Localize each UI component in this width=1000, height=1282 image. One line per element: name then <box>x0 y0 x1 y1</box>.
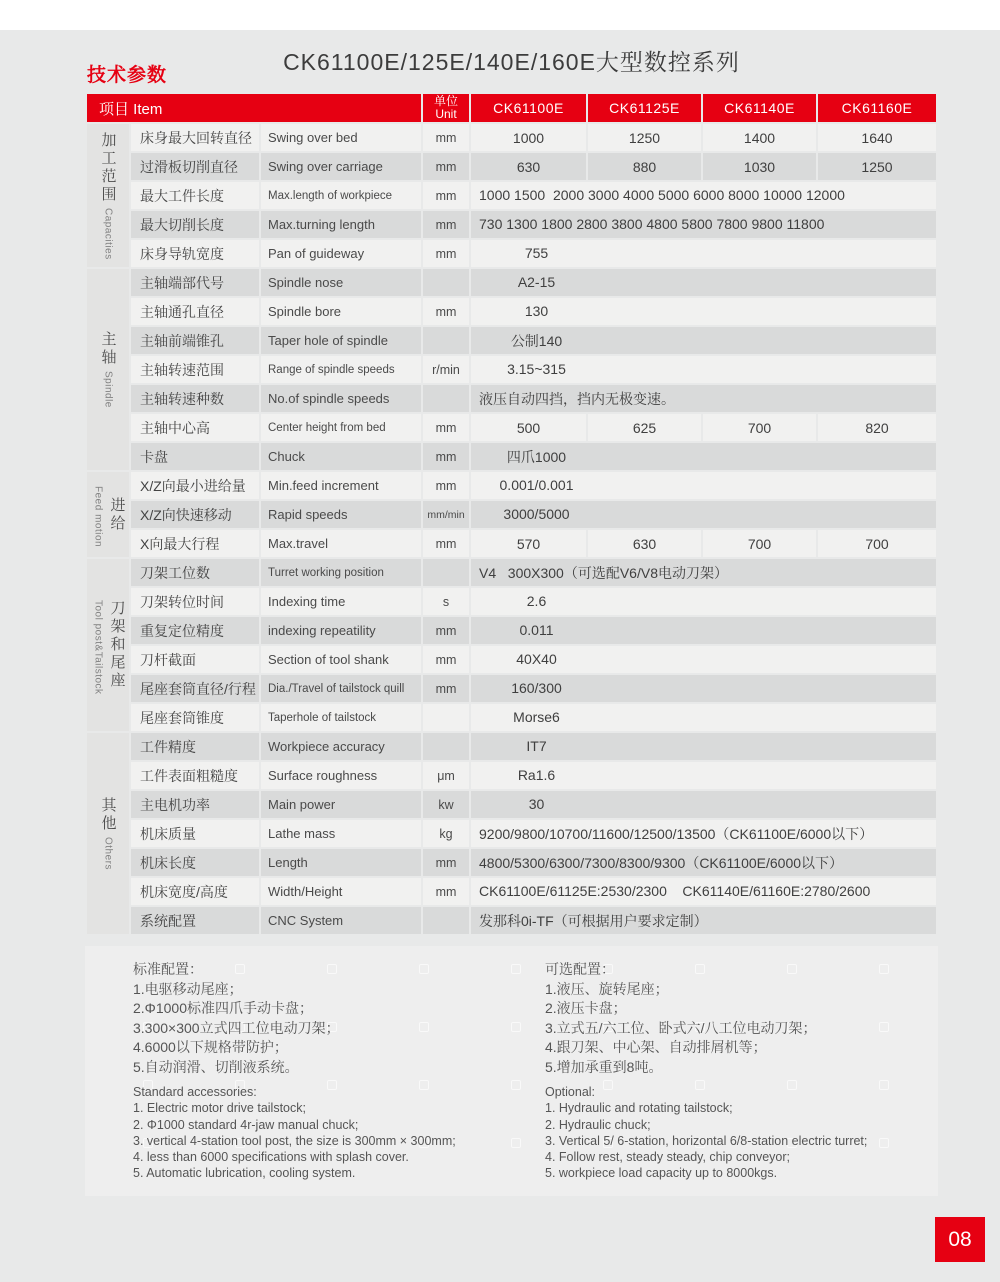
unit-cell: mm <box>423 646 469 673</box>
spec-row <box>87 356 936 383</box>
category-label-en: Spindle <box>102 371 114 408</box>
spec-row <box>87 327 936 354</box>
item-name-zh: 床身导轨宽度 <box>131 240 259 267</box>
spec-row <box>87 675 936 702</box>
unit-cell: mm <box>423 153 469 180</box>
config-list-item: 3. vertical 4-station tool post, the size is 300mm × 300mm; <box>133 1133 456 1148</box>
spec-row <box>87 704 936 731</box>
item-name-en: Taperhole of tailstock <box>261 704 421 731</box>
value-cell: 1640 <box>818 124 936 151</box>
category-label-zh: 加工范围 <box>99 131 117 204</box>
header-model-ck61140e: CK61140E <box>703 94 816 122</box>
spec-row <box>87 762 936 789</box>
value-cell: 1250 <box>818 153 936 180</box>
spec-row <box>87 849 936 876</box>
item-name-zh: 主轴转速范围 <box>131 356 259 383</box>
item-name-zh: 刀杆截面 <box>131 646 259 673</box>
item-name-zh: 工件表面粗糙度 <box>131 762 259 789</box>
item-name-en: Chuck <box>261 443 421 470</box>
item-name-en: Section of tool shank <box>261 646 421 673</box>
spec-row <box>87 182 936 209</box>
optional-config-list-en <box>545 1100 938 1181</box>
value-text: 130 <box>524 302 549 319</box>
value-text: Ra1.6 <box>517 766 556 783</box>
item-name-zh: 重复定位精度 <box>131 617 259 644</box>
spec-row <box>87 385 936 412</box>
item-name-en: Max.length of workpiece <box>261 182 421 209</box>
config-list-item: 4. less than 6000 specifications with splash cover. <box>133 1150 409 1165</box>
config-list-item: 4. Follow rest, steady steady, chip conveyor; <box>545 1150 791 1165</box>
value-text: 发那科0i-TF（可根据用户要求定制） <box>479 912 708 929</box>
value-cell <box>471 501 936 528</box>
value-cell <box>471 907 936 934</box>
category-label-en: Others <box>102 836 114 870</box>
value-text: 3000/5000 <box>503 505 570 522</box>
unit-cell <box>423 907 469 934</box>
spec-row <box>87 501 936 528</box>
item-name-en: Surface roughness <box>261 762 421 789</box>
spec-row <box>87 878 936 905</box>
item-name-en: indexing repeatility <box>261 617 421 644</box>
item-name-en: Indexing time <box>261 588 421 615</box>
config-list-item: 1.液压、旋转尾座； <box>545 980 669 997</box>
unit-cell: kw <box>423 791 469 818</box>
spec-row <box>87 907 936 934</box>
config-list-item: 5.自动润滑、切削液系统。 <box>133 1058 299 1075</box>
item-name-en: Main power <box>261 791 421 818</box>
spec-row <box>87 240 936 267</box>
value-text: 40X40 <box>516 650 557 667</box>
value-cell <box>471 182 936 209</box>
value-cell <box>471 269 936 296</box>
value-cell <box>471 704 936 731</box>
standard-config-title-en: Standard accessories: <box>133 1085 257 1099</box>
spec-row <box>87 559 936 586</box>
item-name-en: Length <box>261 849 421 876</box>
item-name-zh: 刀架工位数 <box>131 559 259 586</box>
spec-table <box>85 92 938 936</box>
value-text: Morse6 <box>513 708 560 725</box>
value-cell <box>471 327 936 354</box>
value-cell: 700 <box>703 530 816 557</box>
value-cell: 1000 <box>471 124 586 151</box>
item-name-zh: 主轴转速种数 <box>131 385 259 412</box>
config-panel <box>85 946 938 1196</box>
value-text: V4 300X300（可选配V6/V8电动刀架） <box>479 564 728 581</box>
config-standard-column <box>133 960 545 1182</box>
item-name-zh: 刀架转位时间 <box>131 588 259 615</box>
unit-cell: mm <box>423 617 469 644</box>
category-spindle <box>87 269 129 470</box>
item-name-en: Max.travel <box>261 530 421 557</box>
spec-row <box>87 791 936 818</box>
value-text: 3.15~315 <box>507 360 566 377</box>
config-list-item: 4.跟刀架、中心架、自动排屑机等； <box>545 1039 767 1055</box>
header-model-ck61100e: CK61100E <box>471 94 586 122</box>
unit-cell: kg <box>423 820 469 847</box>
config-list-item: 3. Vertical 5/ 6-station, horizontal 6/8-station electric turret; <box>545 1133 868 1148</box>
config-list-item: 1. Hydraulic and rotating tailstock; <box>545 1101 733 1116</box>
item-name-en: Pan of guideway <box>261 240 421 267</box>
unit-cell <box>423 327 469 354</box>
item-name-en: No.of spindle speeds <box>261 385 421 412</box>
unit-cell: μm <box>423 762 469 789</box>
value-cell <box>471 878 936 905</box>
config-list-item: 5. Automatic lubrication, cooling system. <box>133 1166 356 1181</box>
unit-cell: mm <box>423 414 469 441</box>
header-item: 项目 Item <box>87 94 421 122</box>
unit-cell: mm <box>423 211 469 238</box>
item-name-zh: 最大工件长度 <box>131 182 259 209</box>
item-name-en: Dia./Travel of tailstock quill <box>261 675 421 702</box>
item-name-en: Turret working position <box>261 559 421 586</box>
value-cell: 570 <box>471 530 586 557</box>
standard-config-title-zh: 标准配置： <box>133 961 203 977</box>
config-list-item: 1.电驱移动尾座； <box>133 980 243 997</box>
value-text: 1000 1500 2000 3000 4000 5000 6000 8000 10000 12000 <box>479 186 845 203</box>
value-cell <box>471 675 936 702</box>
item-name-zh: 主轴端部代号 <box>131 269 259 296</box>
value-cell: 1250 <box>588 124 701 151</box>
value-text: IT7 <box>526 737 547 754</box>
item-name-zh: 系统配置 <box>131 907 259 934</box>
value-cell: 625 <box>588 414 701 441</box>
value-cell <box>471 443 936 470</box>
header-unit <box>423 94 469 122</box>
item-name-zh: 工件精度 <box>131 733 259 760</box>
unit-cell: r/min <box>423 356 469 383</box>
unit-cell: mm <box>423 182 469 209</box>
value-cell <box>471 617 936 644</box>
section-label: 技术参数 <box>87 65 168 86</box>
config-list-item: 3.300×300立式四工位电动刀架； <box>133 1019 340 1036</box>
value-text: 2.6 <box>526 592 547 609</box>
item-name-zh: 机床长度 <box>131 849 259 876</box>
page-number-badge: 08 <box>935 1217 985 1262</box>
item-name-zh: 卡盘 <box>131 443 259 470</box>
category-label-zh: 主轴 <box>99 331 117 368</box>
spec-row <box>87 472 936 499</box>
item-name-en: Spindle bore <box>261 298 421 325</box>
item-name-en: Width/Height <box>261 878 421 905</box>
value-cell: 1030 <box>703 153 816 180</box>
value-cell: 1400 <box>703 124 816 151</box>
item-name-en: Swing over carriage <box>261 153 421 180</box>
unit-cell: mm <box>423 240 469 267</box>
config-list-item: 2.Φ1000标准四爪手动卡盘； <box>133 1000 313 1016</box>
value-text: 0.001/0.001 <box>499 476 574 493</box>
category-label-en: Feed motion <box>92 485 104 548</box>
value-cell <box>471 820 936 847</box>
value-cell: 630 <box>588 530 701 557</box>
value-text: 液压自动四挡，挡内无极变速。 <box>479 390 675 407</box>
header-model-ck61160e: CK61160E <box>818 94 936 122</box>
spec-row <box>87 646 936 673</box>
item-name-en: Range of spindle speeds <box>261 356 421 383</box>
item-name-zh: 尾座套筒锥度 <box>131 704 259 731</box>
config-list-item: 4.6000以下规格带防护； <box>133 1039 288 1055</box>
unit-cell <box>423 559 469 586</box>
spec-row <box>87 269 936 296</box>
category-label-zh: 刀架和尾座 <box>108 599 126 690</box>
value-text: 30 <box>528 795 545 812</box>
page-content <box>85 30 938 1196</box>
unit-cell: mm <box>423 878 469 905</box>
value-cell <box>471 588 936 615</box>
spec-row <box>87 820 936 847</box>
unit-cell: mm <box>423 443 469 470</box>
item-name-zh: 主轴中心高 <box>131 414 259 441</box>
unit-cell <box>423 385 469 412</box>
item-name-zh: X/Z向最小进给量 <box>131 472 259 499</box>
category-label-zh: 进给 <box>108 496 126 533</box>
item-name-en: CNC System <box>261 907 421 934</box>
config-list-item: 5. workpiece load capacity up to 8000kgs. <box>545 1166 778 1181</box>
value-cell <box>471 791 936 818</box>
category-toolpost-tailstock <box>87 559 129 731</box>
value-text: 0.011 <box>519 621 554 638</box>
optional-config-title-zh: 可选配置： <box>545 961 615 977</box>
value-cell: 500 <box>471 414 586 441</box>
category-label-en: Tool post&Tailstock <box>92 599 104 695</box>
spec-row <box>87 588 936 615</box>
category-label-zh: 其他 <box>99 796 117 833</box>
config-list-item: 2.液压卡盘； <box>545 1000 627 1016</box>
item-name-en: Max.turning length <box>261 211 421 238</box>
value-cell <box>471 298 936 325</box>
value-cell: 630 <box>471 153 586 180</box>
unit-cell: s <box>423 588 469 615</box>
value-cell <box>471 385 936 412</box>
unit-cell <box>423 269 469 296</box>
unit-cell: mm <box>423 675 469 702</box>
item-name-en: Swing over bed <box>261 124 421 151</box>
item-name-en: Lathe mass <box>261 820 421 847</box>
item-name-en: Min.feed increment <box>261 472 421 499</box>
header-model-ck61125e: CK61125E <box>588 94 701 122</box>
value-text: CK61100E/61125E:2530/2300 CK61140E/61160E:2780/2600 <box>479 882 871 899</box>
category-label-en: Capacities <box>102 207 114 260</box>
standard-config-list-zh <box>133 980 545 1078</box>
unit-cell <box>423 733 469 760</box>
top-white-band <box>0 0 1000 30</box>
item-name-zh: 机床宽度/高度 <box>131 878 259 905</box>
value-cell <box>471 646 936 673</box>
item-name-en: Taper hole of spindle <box>261 327 421 354</box>
spec-row <box>87 298 936 325</box>
optional-config-list-zh <box>545 980 938 1078</box>
value-text: 730 1300 1800 2800 3800 4800 5800 7800 9800 11800 <box>479 215 825 232</box>
value-cell <box>471 559 936 586</box>
category-feed-motion <box>87 472 129 557</box>
item-name-zh: 机床质量 <box>131 820 259 847</box>
item-name-en: Workpiece accuracy <box>261 733 421 760</box>
spec-row <box>87 733 936 760</box>
value-cell: 880 <box>588 153 701 180</box>
value-cell <box>471 762 936 789</box>
optional-config-title-en: Optional: <box>545 1085 596 1099</box>
header-unit-zh: 单位 <box>433 94 458 108</box>
config-list-item: 5.增加承重到8吨。 <box>545 1058 663 1075</box>
spec-row <box>87 414 936 441</box>
unit-cell: mm <box>423 472 469 499</box>
config-list-item: 3.立式五/六工位、卧式六/八工位电动刀架； <box>545 1019 817 1036</box>
value-cell: 700 <box>703 414 816 441</box>
item-name-zh: X/Z向快速移动 <box>131 501 259 528</box>
config-list-item: 2. Φ1000 standard 4r-jaw manual chuck; <box>133 1117 359 1132</box>
value-text: 四爪1000 <box>506 448 567 465</box>
value-text: 160/300 <box>511 679 562 696</box>
table-header-row <box>87 94 936 122</box>
config-list-item: 1. Electric motor drive tailstock; <box>133 1101 306 1116</box>
value-text: 9200/9800/10700/11600/12500/13500（CK61100E/6000以下） <box>479 825 874 842</box>
unit-cell: mm <box>423 530 469 557</box>
item-name-zh: X向最大行程 <box>131 530 259 557</box>
item-name-zh: 过滑板切削直径 <box>131 153 259 180</box>
item-name-zh: 主轴通孔直径 <box>131 298 259 325</box>
unit-cell: mm <box>423 849 469 876</box>
page-title: CK61100E/125E/140E/160E大型数控系列 <box>283 49 740 75</box>
item-name-en: Center height from bed <box>261 414 421 441</box>
value-cell <box>471 472 936 499</box>
unit-cell: mm <box>423 124 469 151</box>
unit-cell: mm/min <box>423 501 469 528</box>
item-name-en: Spindle nose <box>261 269 421 296</box>
spec-row <box>87 211 936 238</box>
item-name-zh: 尾座套筒直径/行程 <box>131 675 259 702</box>
value-cell <box>471 849 936 876</box>
category-capacities <box>87 124 129 267</box>
value-text: 公制140 <box>510 332 563 349</box>
unit-cell <box>423 704 469 731</box>
value-text: 4800/5300/6300/7300/8300/9300（CK61100E/6000以下） <box>479 854 844 871</box>
item-name-zh: 最大切削长度 <box>131 211 259 238</box>
spec-row <box>87 443 936 470</box>
page-header <box>85 30 938 92</box>
item-name-zh: 主轴前端锥孔 <box>131 327 259 354</box>
value-cell <box>471 240 936 267</box>
value-cell <box>471 733 936 760</box>
value-text: 755 <box>524 244 549 261</box>
item-name-zh: 主电机功率 <box>131 791 259 818</box>
unit-cell: mm <box>423 298 469 325</box>
header-unit-en: Unit <box>435 107 457 121</box>
item-name-zh: 床身最大回转直径 <box>131 124 259 151</box>
value-text: A2-15 <box>517 273 556 290</box>
config-list-item: 2. Hydraulic chuck; <box>545 1117 651 1132</box>
spec-row <box>87 617 936 644</box>
value-cell: 820 <box>818 414 936 441</box>
value-cell: 700 <box>818 530 936 557</box>
spec-row <box>87 124 936 151</box>
spec-row <box>87 530 936 557</box>
value-cell <box>471 356 936 383</box>
value-cell <box>471 211 936 238</box>
category-others <box>87 733 129 934</box>
spec-row <box>87 153 936 180</box>
config-optional-column <box>545 960 938 1182</box>
standard-config-list-en <box>133 1100 545 1181</box>
item-name-en: Rapid speeds <box>261 501 421 528</box>
